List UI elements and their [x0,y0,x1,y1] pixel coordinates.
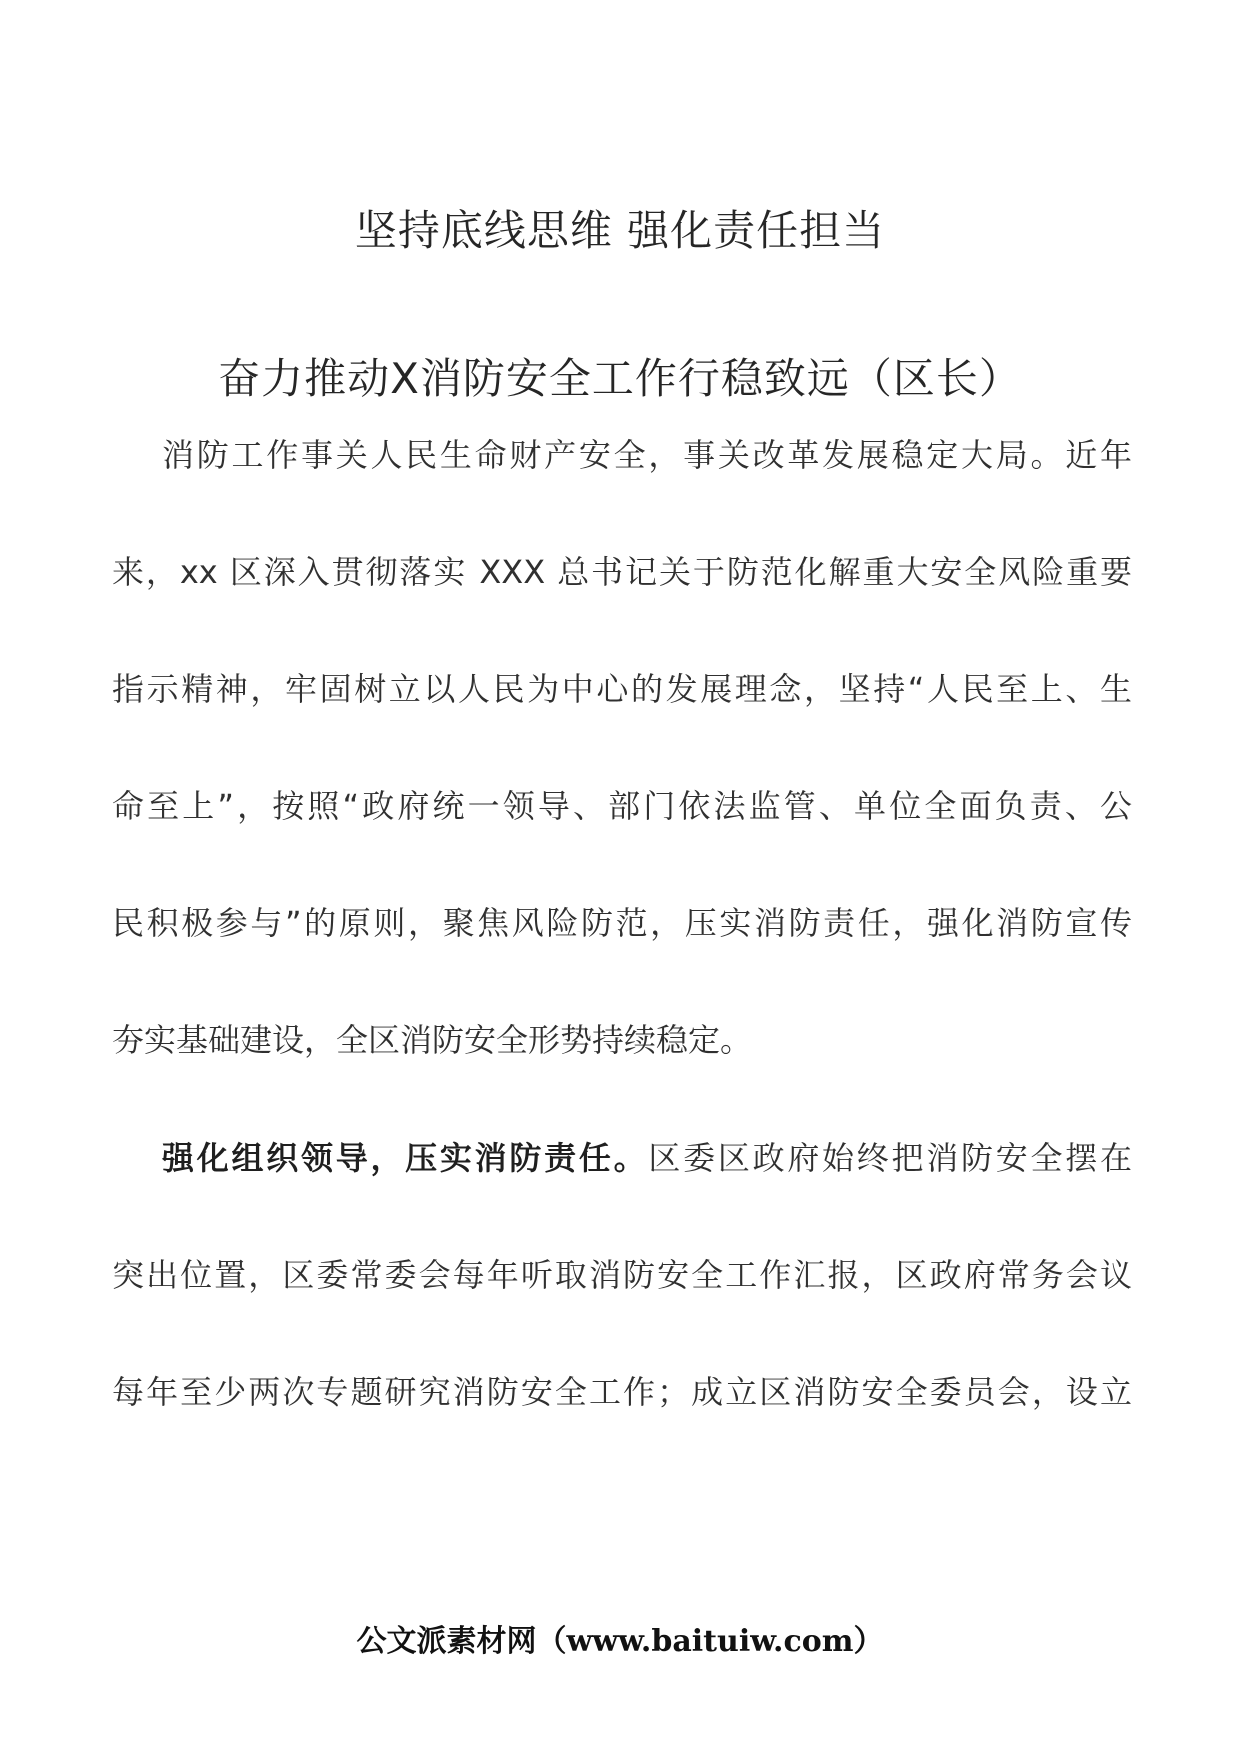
paragraph-2-line-1 [112,1136,1132,1180]
paragraph-2-lead-heading: 强化组织领导，压实消防责任。 [162,1139,649,1177]
paragraph-1-line-3: 指示精神，牢固树立以人民为中心的发展理念，坚持“人民至上、生 [112,670,1132,708]
paragraph-1-line-6: 夯实基础建设，全区消防安全形势持续稳定。 [112,1021,753,1059]
footer-watermark-text: 公文派素材网（www.baituiw.com） [356,1624,884,1659]
paragraph-1-line-4: 命至上”，按照“政府统一领导、部门依法监管、单位全面负责、公 [112,787,1132,825]
paragraph-2-line-3: 每年至少两次专题研究消防安全工作；成立区消防安全委员会，设立 [112,1373,1132,1411]
paragraph-1-line-5: 民积极参与”的原则，聚焦风险防范，压实消防责任，强化消防宣传 [112,904,1132,942]
document-title-line-2: 奋力推动X消防安全工作行稳致远（区长） [218,354,1022,403]
paragraph-1-line-1: 消防工作事关人民生命财产安全，事关改革发展稳定大局。近年 [162,436,1132,474]
paragraph-2-line-2: 突出位置，区委常委会每年听取消防安全工作汇报，区政府常务会议 [112,1256,1132,1294]
paragraph-1-line-2: 来，xx 区深入贯彻落实 XXX 总书记关于防范化解重大安全风险重要 [112,553,1132,591]
paragraph-2-line-1-text: 区委区政府始终把消防安全摆在 [648,1139,1132,1177]
document-title-line-1: 坚持底线思维 强化责任担当 [354,206,886,255]
